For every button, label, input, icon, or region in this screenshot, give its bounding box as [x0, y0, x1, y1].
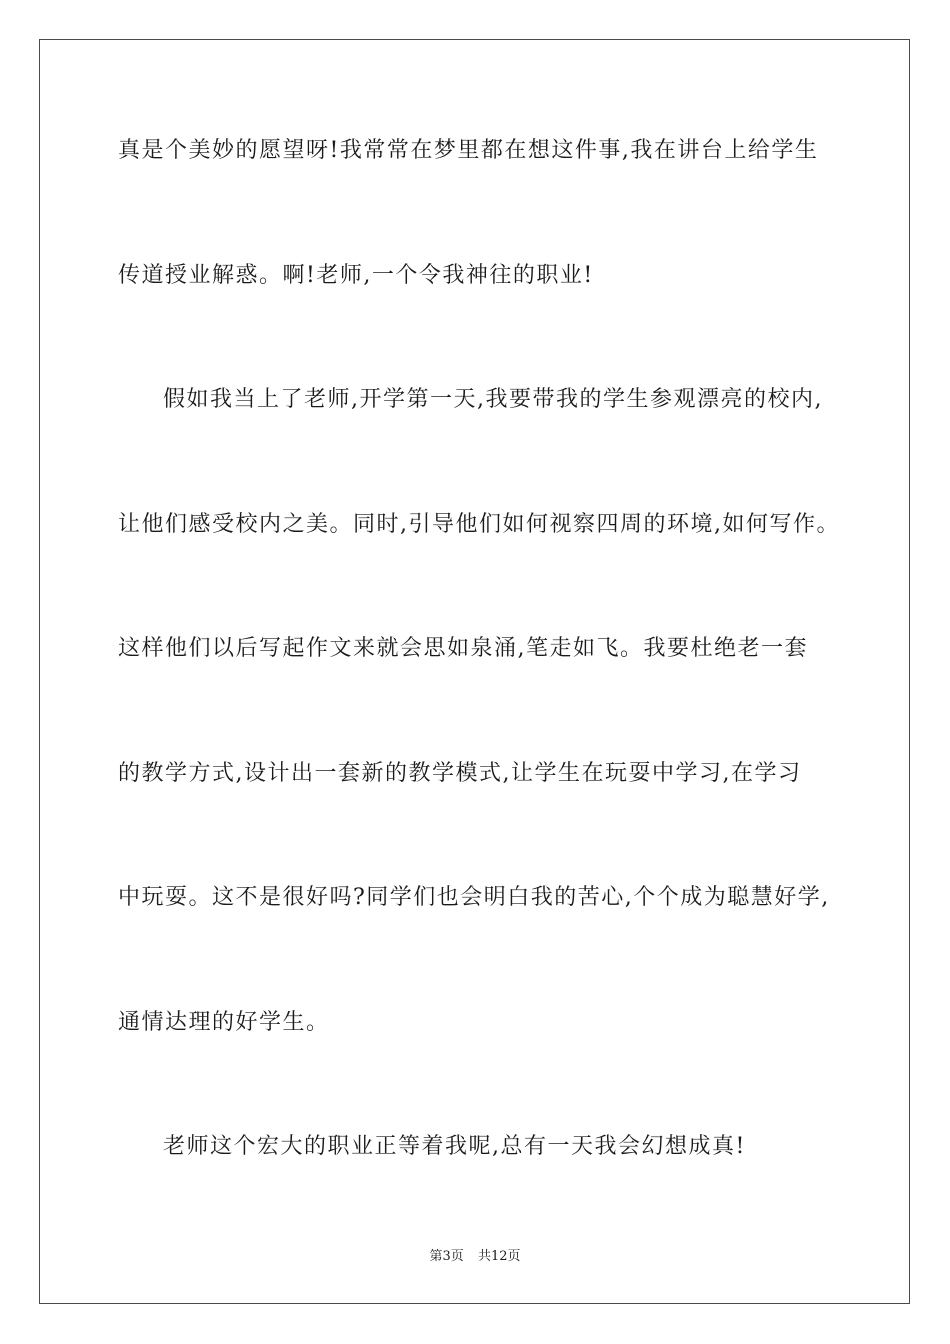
text-line: 让他们感受校内之美。同时,引导他们如何视察四周的环境,如何写作。 — [118, 512, 840, 537]
page-border — [39, 39, 910, 1304]
text-line: 的教学方式,设计出一套新的教学模式,让学生在玩耍中学习,在学习 — [118, 761, 802, 786]
total-pages: 共12页 — [477, 1249, 521, 1264]
paragraph-start-line: 老师这个宏大的职业正等着我呢,总有一天我会幻想成真! — [163, 1134, 746, 1159]
page-footer — [0, 1248, 950, 1266]
text-line: 中玩耍。这不是很好吗?同学们也会明白我的苦心,个个成为聪慧好学, — [118, 885, 830, 910]
paragraph-start-line: 假如我当上了老师,开学第一天,我要带我的学生参观漂亮的校内, — [163, 387, 823, 412]
text-line: 这样他们以后写起作文来就会思如泉涌,笔走如飞。我要杜绝老一套 — [118, 636, 808, 661]
page-number: 第3页 — [429, 1249, 464, 1264]
text-line: 通情达理的好学生。 — [118, 1010, 330, 1035]
text-line: 传道授业解惑。啊!老师,一个令我神往的职业! — [118, 263, 594, 288]
text-line: 真是个美妙的愿望呀!我常常在梦里都在想这件事,我在讲台上给学生 — [118, 138, 819, 163]
